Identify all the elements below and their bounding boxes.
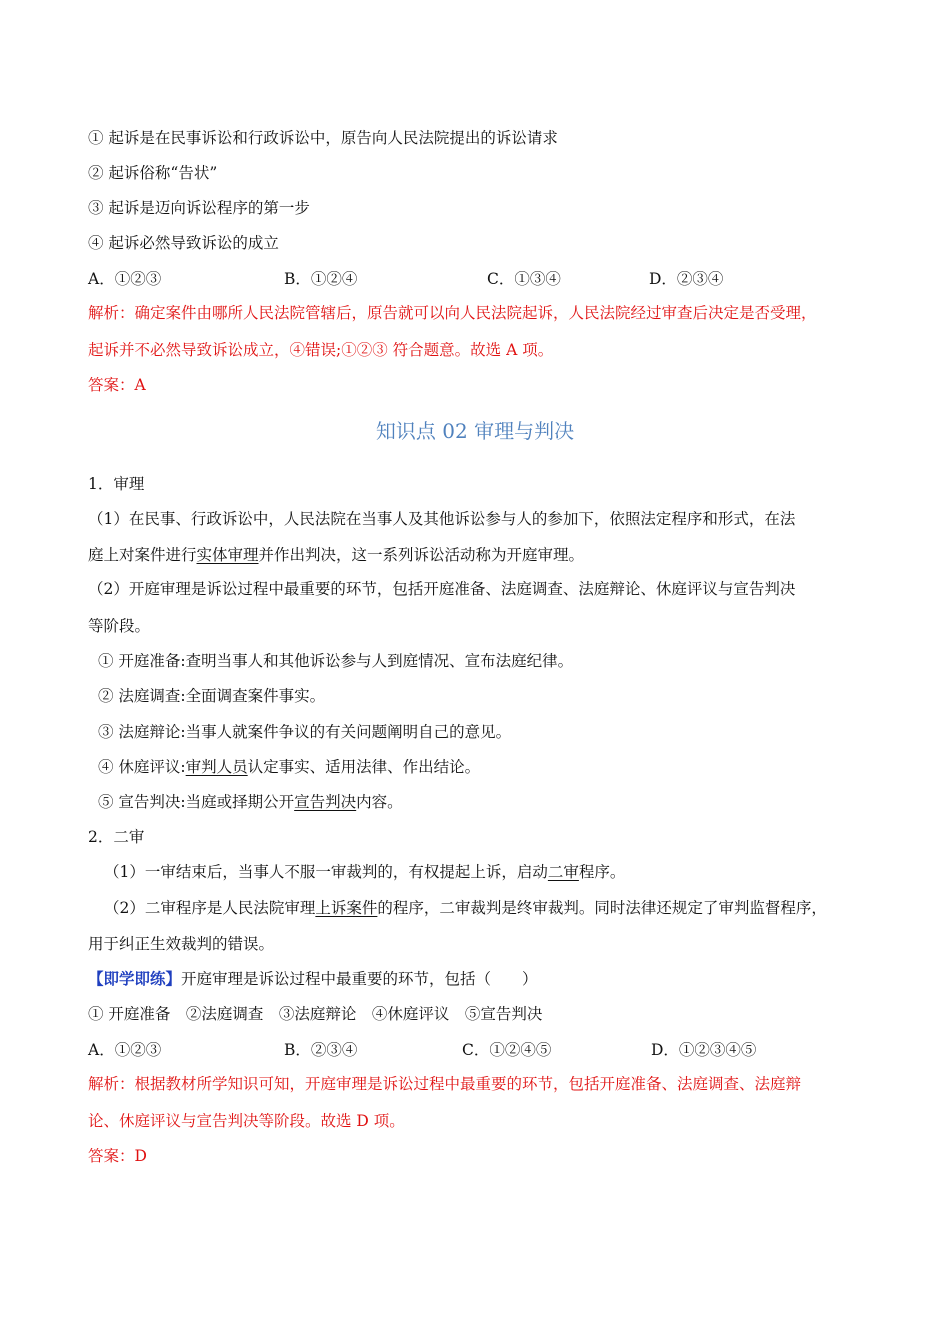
q2-options — [0, 1038, 950, 1060]
second-heading: 2．二审 — [88, 828, 145, 846]
stage-2: ② 法庭调查:全面调查案件事实。 — [98, 687, 326, 705]
q2-option-a: A．①②③ — [88, 1041, 162, 1059]
statement-4: ④ 起诉必然导致诉讼的成立 — [88, 234, 279, 252]
underlined-term: 二审 — [547, 863, 579, 881]
second-p1 — [104, 861, 625, 883]
second-p2-line2: 用于纠正生效裁判的错误。 — [88, 935, 275, 953]
q1-option-b: B．①②④ — [284, 270, 358, 288]
q2-stem — [88, 968, 538, 990]
underlined-term: 宣告判决 — [294, 793, 357, 811]
second-p2-line1 — [104, 897, 827, 919]
text: （1）一审结束后，当事人不服一审裁判的，有权提起上诉，启动 — [104, 863, 548, 881]
q2-answer: 答案：D — [88, 1147, 147, 1165]
q1-option-c: C．①③④ — [487, 270, 561, 288]
stage-3: ③ 法庭辩论:当事人就案件争议的有关问题阐明自己的意见。 — [98, 723, 512, 741]
trial-p1-line2 — [88, 544, 584, 566]
section-title: 知识点 02 审理与判决 — [375, 419, 575, 443]
stage-5 — [98, 791, 403, 813]
text: （2）二审程序是人民法院审理 — [104, 899, 316, 917]
text: 内容。 — [356, 793, 403, 811]
q2-items: ① 开庭准备 ②法庭调查 ③法庭辩论 ④休庭评议 ⑤宣告判决 — [88, 1005, 543, 1023]
trial-p1-line1: （1）在民事、行政诉讼中，人民法院在当事人及其他诉讼参与人的参加下，依照法定程序和形式，在法 — [88, 510, 796, 528]
text: 庭上对案件进行 — [88, 546, 197, 564]
statement-3: ③ 起诉是迈向诉讼程序的第一步 — [88, 199, 310, 217]
q1-analysis-line1: 解析：确定案件由哪所人民法院管辖后，原告就可以向人民法院起诉，人民法院经过审查后决定是否受理， — [88, 304, 817, 322]
q2-option-c: C．①②④⑤ — [462, 1041, 552, 1059]
trial-p2-line1: （2）开庭审理是诉讼过程中最重要的环节，包括开庭准备、法庭调查、法庭辩论、休庭评议与宣告判决 — [88, 580, 796, 598]
q1-option-d: D．②③④ — [649, 270, 724, 288]
text: 并作出判决，这一系列诉讼活动称为开庭审理。 — [258, 546, 585, 564]
q2-analysis-line1: 解析：根据教材所学知识可知，开庭审理是诉讼过程中最重要的环节，包括开庭准备、法庭调查、法庭辩 — [88, 1075, 802, 1093]
text: 程序。 — [578, 863, 626, 881]
stage-1: ① 开庭准备:查明当事人和其他诉讼参与人到庭情况、宣布法庭纪律。 — [98, 652, 574, 670]
statement-2: ② 起诉俗称“告状” — [88, 164, 218, 182]
text: 开庭审理是诉讼过程中最重要的环节，包括（ ） — [181, 970, 538, 988]
q1-option-a: A．①②③ — [88, 270, 162, 288]
trial-p2-line2: 等阶段。 — [88, 617, 151, 635]
text: ⑤ 宣告判决:当庭或择期公开 — [98, 793, 295, 811]
stage-4 — [98, 756, 480, 778]
text: 的程序，二审裁判是终审裁判。同时法律还规定了审判监督程序， — [377, 899, 827, 917]
q2-option-b: B．②③④ — [284, 1041, 358, 1059]
underlined-term: 上诉案件 — [315, 899, 378, 917]
text: 认定事实、适用法律、作出结论。 — [247, 758, 481, 776]
q1-answer: 答案：A — [88, 376, 146, 394]
trial-heading: 1．审理 — [88, 475, 145, 493]
underlined-term: 审判人员 — [185, 758, 248, 776]
q2-analysis-line2: 论、休庭评议与宣告判决等阶段。故选 D 项。 — [88, 1112, 405, 1130]
q1-analysis-line2: 起诉并不必然导致诉讼成立，④错误;①②③ 符合题意。故选 A 项。 — [88, 341, 554, 359]
q2-option-d: D．①②③④⑤ — [651, 1041, 757, 1059]
statement-1: ① 起诉是在民事诉讼和行政诉讼中，原告向人民法院提出的诉讼请求 — [88, 129, 558, 147]
underlined-term: 实体审理 — [196, 546, 259, 564]
practice-tag: 【即学即练】 — [88, 969, 182, 988]
q1-options — [0, 267, 950, 289]
text: ④ 休庭评议: — [98, 758, 186, 776]
